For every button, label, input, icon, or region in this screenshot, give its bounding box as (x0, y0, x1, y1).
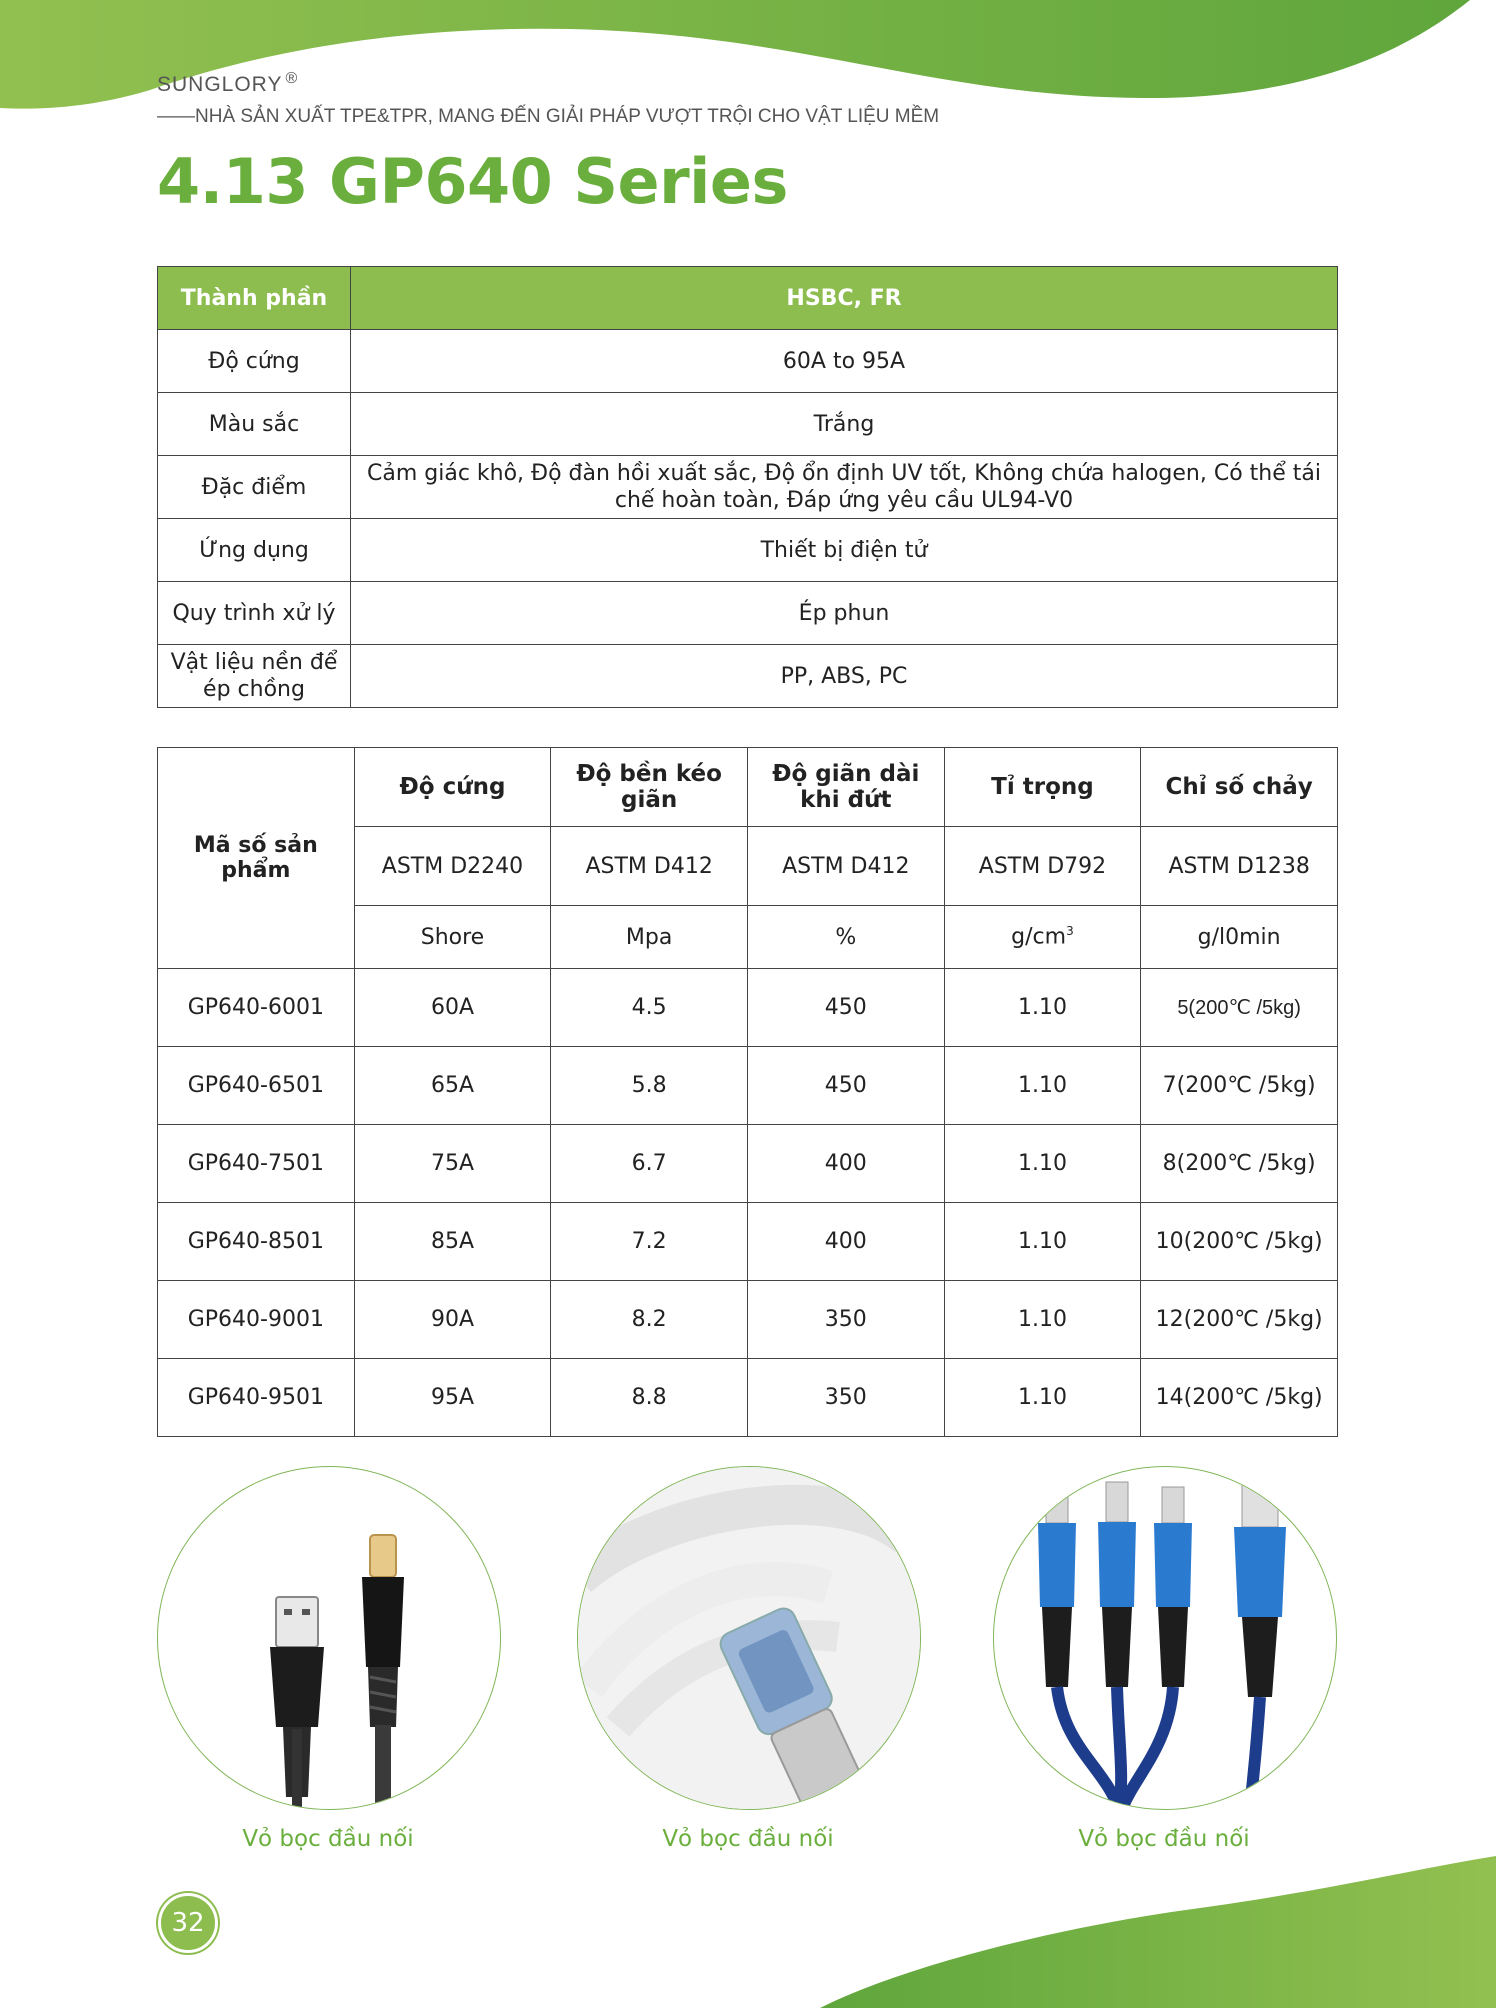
standard-cell: ASTM D412 (551, 827, 748, 906)
standard-cell: ASTM D2240 (354, 827, 551, 906)
product-code: GP640-9501 (158, 1359, 355, 1437)
top-wave-decoration (0, 0, 1496, 120)
elongation-cell: 400 (747, 1125, 944, 1203)
hardness-cell: 85A (354, 1203, 551, 1281)
product-code: GP640-7501 (158, 1125, 355, 1203)
page-title: 4.13 GP640 Series (157, 145, 788, 218)
density-cell: 1.10 (944, 1281, 1141, 1359)
tensile-cell: 5.8 (551, 1047, 748, 1125)
spec-label: Vật liệu nền để ép chồng (158, 645, 351, 708)
melt-index-cell: 8(200℃ /5kg) (1141, 1125, 1338, 1203)
tensile-cell: 8.2 (551, 1281, 748, 1359)
gallery-caption: Vỏ bọc đầu nối (242, 1826, 414, 1852)
table-row (158, 393, 1338, 456)
unit-cell: g/l0min (1141, 906, 1338, 969)
hardness-cell: 90A (354, 1281, 551, 1359)
density-cell: 1.10 (944, 1203, 1141, 1281)
column-header: Tỉ trọng (944, 748, 1141, 827)
table-row (158, 969, 1338, 1047)
density-cell: 1.10 (944, 1125, 1141, 1203)
spec-label: Độ cứng (158, 330, 351, 393)
elongation-cell: 400 (747, 1203, 944, 1281)
product-code: GP640-8501 (158, 1203, 355, 1281)
melt-index-cell: 12(200℃ /5kg) (1141, 1281, 1338, 1359)
brand-logo: SUNGLORY ® (157, 70, 299, 96)
spec-value: 60A to 95A (351, 330, 1338, 393)
unit-cell: Shore (354, 906, 551, 969)
table-row (158, 645, 1338, 708)
spec-label: Ứng dụng (158, 519, 351, 582)
column-header: Độ bền kéo giãn (551, 748, 748, 827)
density-cell: 1.10 (944, 1047, 1141, 1125)
spec-label: Màu sắc (158, 393, 351, 456)
table-row (158, 1281, 1338, 1359)
elongation-cell: 350 (747, 1281, 944, 1359)
properties-table (157, 747, 1338, 1437)
density-cell: 1.10 (944, 1359, 1141, 1437)
white-cable-connector-icon (577, 1466, 921, 1810)
spec-value: Thiết bị điện tử (351, 519, 1338, 582)
elongation-cell: 350 (747, 1359, 944, 1437)
black-usb-cable-icon (157, 1466, 501, 1810)
table-row (158, 1203, 1338, 1281)
tensile-cell: 4.5 (551, 969, 748, 1047)
column-header: Độ giãn dài khi đứt (747, 748, 944, 827)
product-code: GP640-6501 (158, 1047, 355, 1125)
hardness-cell: 65A (354, 1047, 551, 1125)
elongation-cell: 450 (747, 969, 944, 1047)
density-cell: 1.10 (944, 969, 1141, 1047)
spec-header-label: Thành phần (158, 267, 351, 330)
column-header: Độ cứng (354, 748, 551, 827)
spec-label: Quy trình xử lý (158, 582, 351, 645)
standard-cell: ASTM D792 (944, 827, 1141, 906)
spec-value: Trắng (351, 393, 1338, 456)
blue-3in1-cable-icon (993, 1466, 1337, 1810)
product-code: GP640-6001 (158, 969, 355, 1047)
spec-value: Ép phun (351, 582, 1338, 645)
hardness-cell: 60A (354, 969, 551, 1047)
spec-value: PP, ABS, PC (351, 645, 1338, 708)
table-row (158, 456, 1338, 519)
spec-value: Cảm giác khô, Độ đàn hồi xuất sắc, Độ ổn định UV tốt, Không chứa halogen, Có thể tái chế hoàn toàn, Đáp ứng yêu cầu UL94-V0 (351, 456, 1338, 519)
page-number: 32 (158, 1893, 218, 1953)
unit-cell: % (747, 906, 944, 969)
gallery-caption: Vỏ bọc đầu nối (1078, 1826, 1250, 1852)
table-row (158, 1125, 1338, 1203)
table-row (158, 519, 1338, 582)
standard-cell: ASTM D1238 (1141, 827, 1338, 906)
tensile-cell: 8.8 (551, 1359, 748, 1437)
standard-cell: ASTM D412 (747, 827, 944, 906)
gallery-caption: Vỏ bọc đầu nối (662, 1826, 834, 1852)
melt-index-cell: 7(200℃ /5kg) (1141, 1047, 1338, 1125)
tensile-cell: 6.7 (551, 1125, 748, 1203)
tagline: ——NHÀ SẢN XUẤT TPE&TPR, MANG ĐẾN GIẢI PHÁP VƯỢT TRỘI CHO VẬT LIỆU MỀM (157, 106, 940, 127)
melt-index-cell: 5(200℃ /5kg) (1141, 969, 1338, 1047)
hardness-cell: 95A (354, 1359, 551, 1437)
table-row (158, 1047, 1338, 1125)
hardness-cell: 75A (354, 1125, 551, 1203)
product-code-header: Mã số sản phẩm (158, 748, 355, 969)
column-header: Chỉ số chảy (1141, 748, 1338, 827)
unit-cell: $g/cm^3$ (944, 906, 1141, 969)
unit-cell: Mpa (551, 906, 748, 969)
table-row (158, 1359, 1338, 1437)
melt-index-cell: 10(200℃ /5kg) (1141, 1203, 1338, 1281)
table-row (158, 582, 1338, 645)
spec-header-value: HSBC, FR (351, 267, 1338, 330)
melt-index-cell: 14(200℃ /5kg) (1141, 1359, 1338, 1437)
tensile-cell: 7.2 (551, 1203, 748, 1281)
spec-table (157, 266, 1338, 708)
elongation-cell: 450 (747, 1047, 944, 1125)
product-code: GP640-9001 (158, 1281, 355, 1359)
spec-label: Đặc điểm (158, 456, 351, 519)
table-row (158, 330, 1338, 393)
